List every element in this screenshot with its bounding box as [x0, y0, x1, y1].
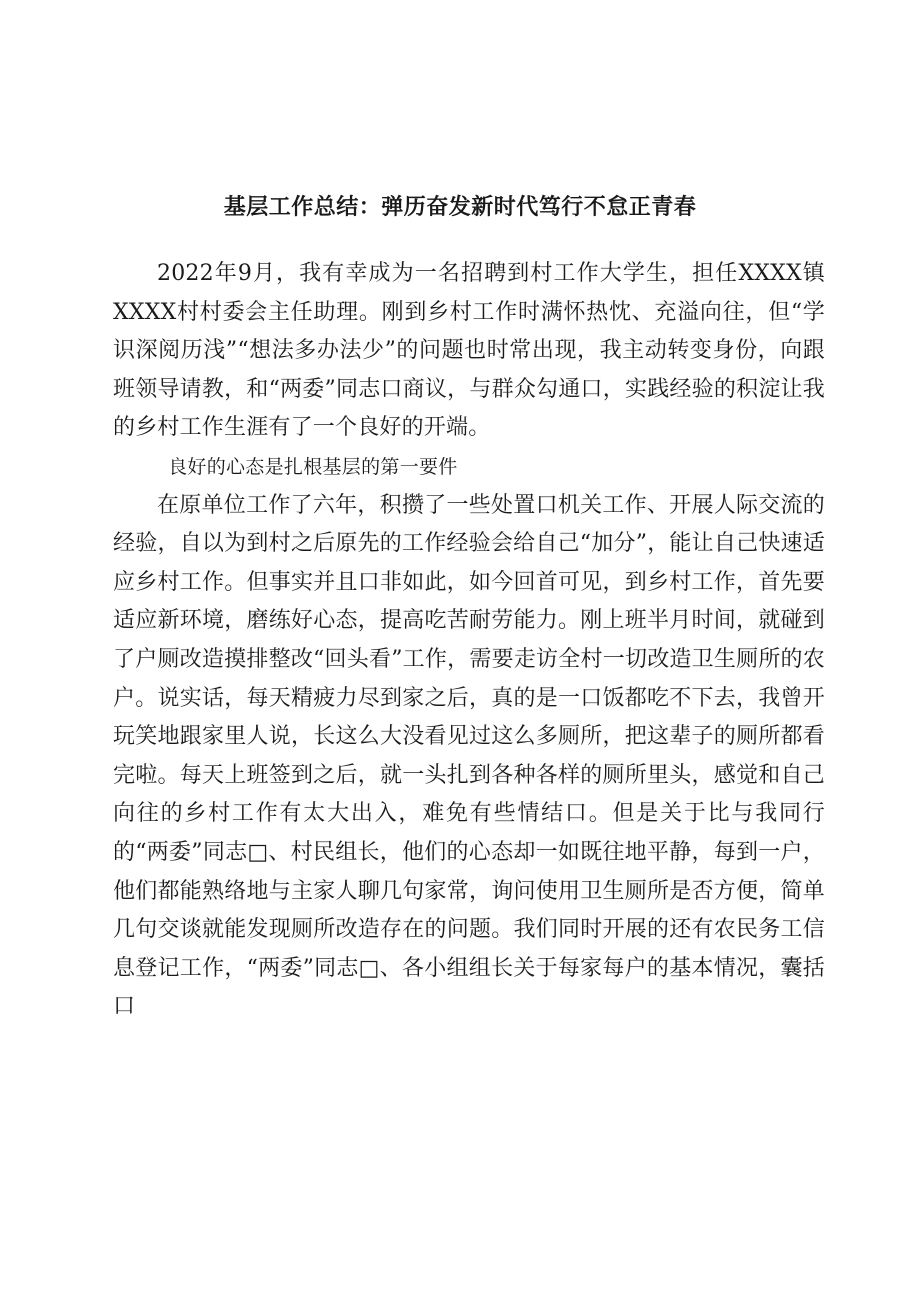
section-paragraph: 在原单位工作了六年，积攒了一些处置口机关工作、开展人际交流的经验，自以为到村之后原先的工作经验会给自己“加分”，能让自己快速适应乡村工作。但事实并且口非如此，如今回首可见，到乡村工作，首先要适应新环境，磨练好心态，提高吃苦耐劳能力。刚上班半月时间，就碰到了户厕改造摸排整改“回头看”工作，需要走访全村一切改造卫生厕所的农户。说实话，每天精疲力尽到家之后，真的是一口饭都吃不下去，我曾开玩笑地跟家里人说，长这么大没看见过这么多厕所，把这辈子的厕所都看完啦。每天上班签到之后，就一头扎到各种各样的厕所里头，感觉和自己向往的乡村工作有太大出入，难免有些情结口。但是关于比与我同行的“两委”同志□、村民组长，他们的心态却一如既往地平静，每到一户，他们都能熟络地与主家人聊几句家常，询问使用卫生厕所是否方便，简单几句交谈就能发现厕所改造存在的问题。我们同时开展的还有农民务工信息登记工作，“两委”同志□、各小组组长关于每家每户的基本情况，囊括口	[113, 492, 825, 1020]
document-body	[113, 255, 825, 1027]
section-heading: 良好的心态是扎根基层的第一要件	[168, 455, 458, 478]
document-title: 基层工作总结：弹历奋发新时代笃行不怠正青春	[223, 195, 697, 220]
intro-paragraph: 2022年9月，我有幸成为一名招聘到村工作大学生，担任XXXX镇XXXX村村委会主任助理。刚到乡村工作时满怀热忱、充溢向往，但“学识深阅历浅”“想法多办法少”的问题也时常出现，我主动转变身份，向跟班领导请教，和“两委”同志口商议，与群众勾通口，实践经验的积淀让我的乡村工作生涯有了一个良好的开端。	[113, 261, 825, 441]
